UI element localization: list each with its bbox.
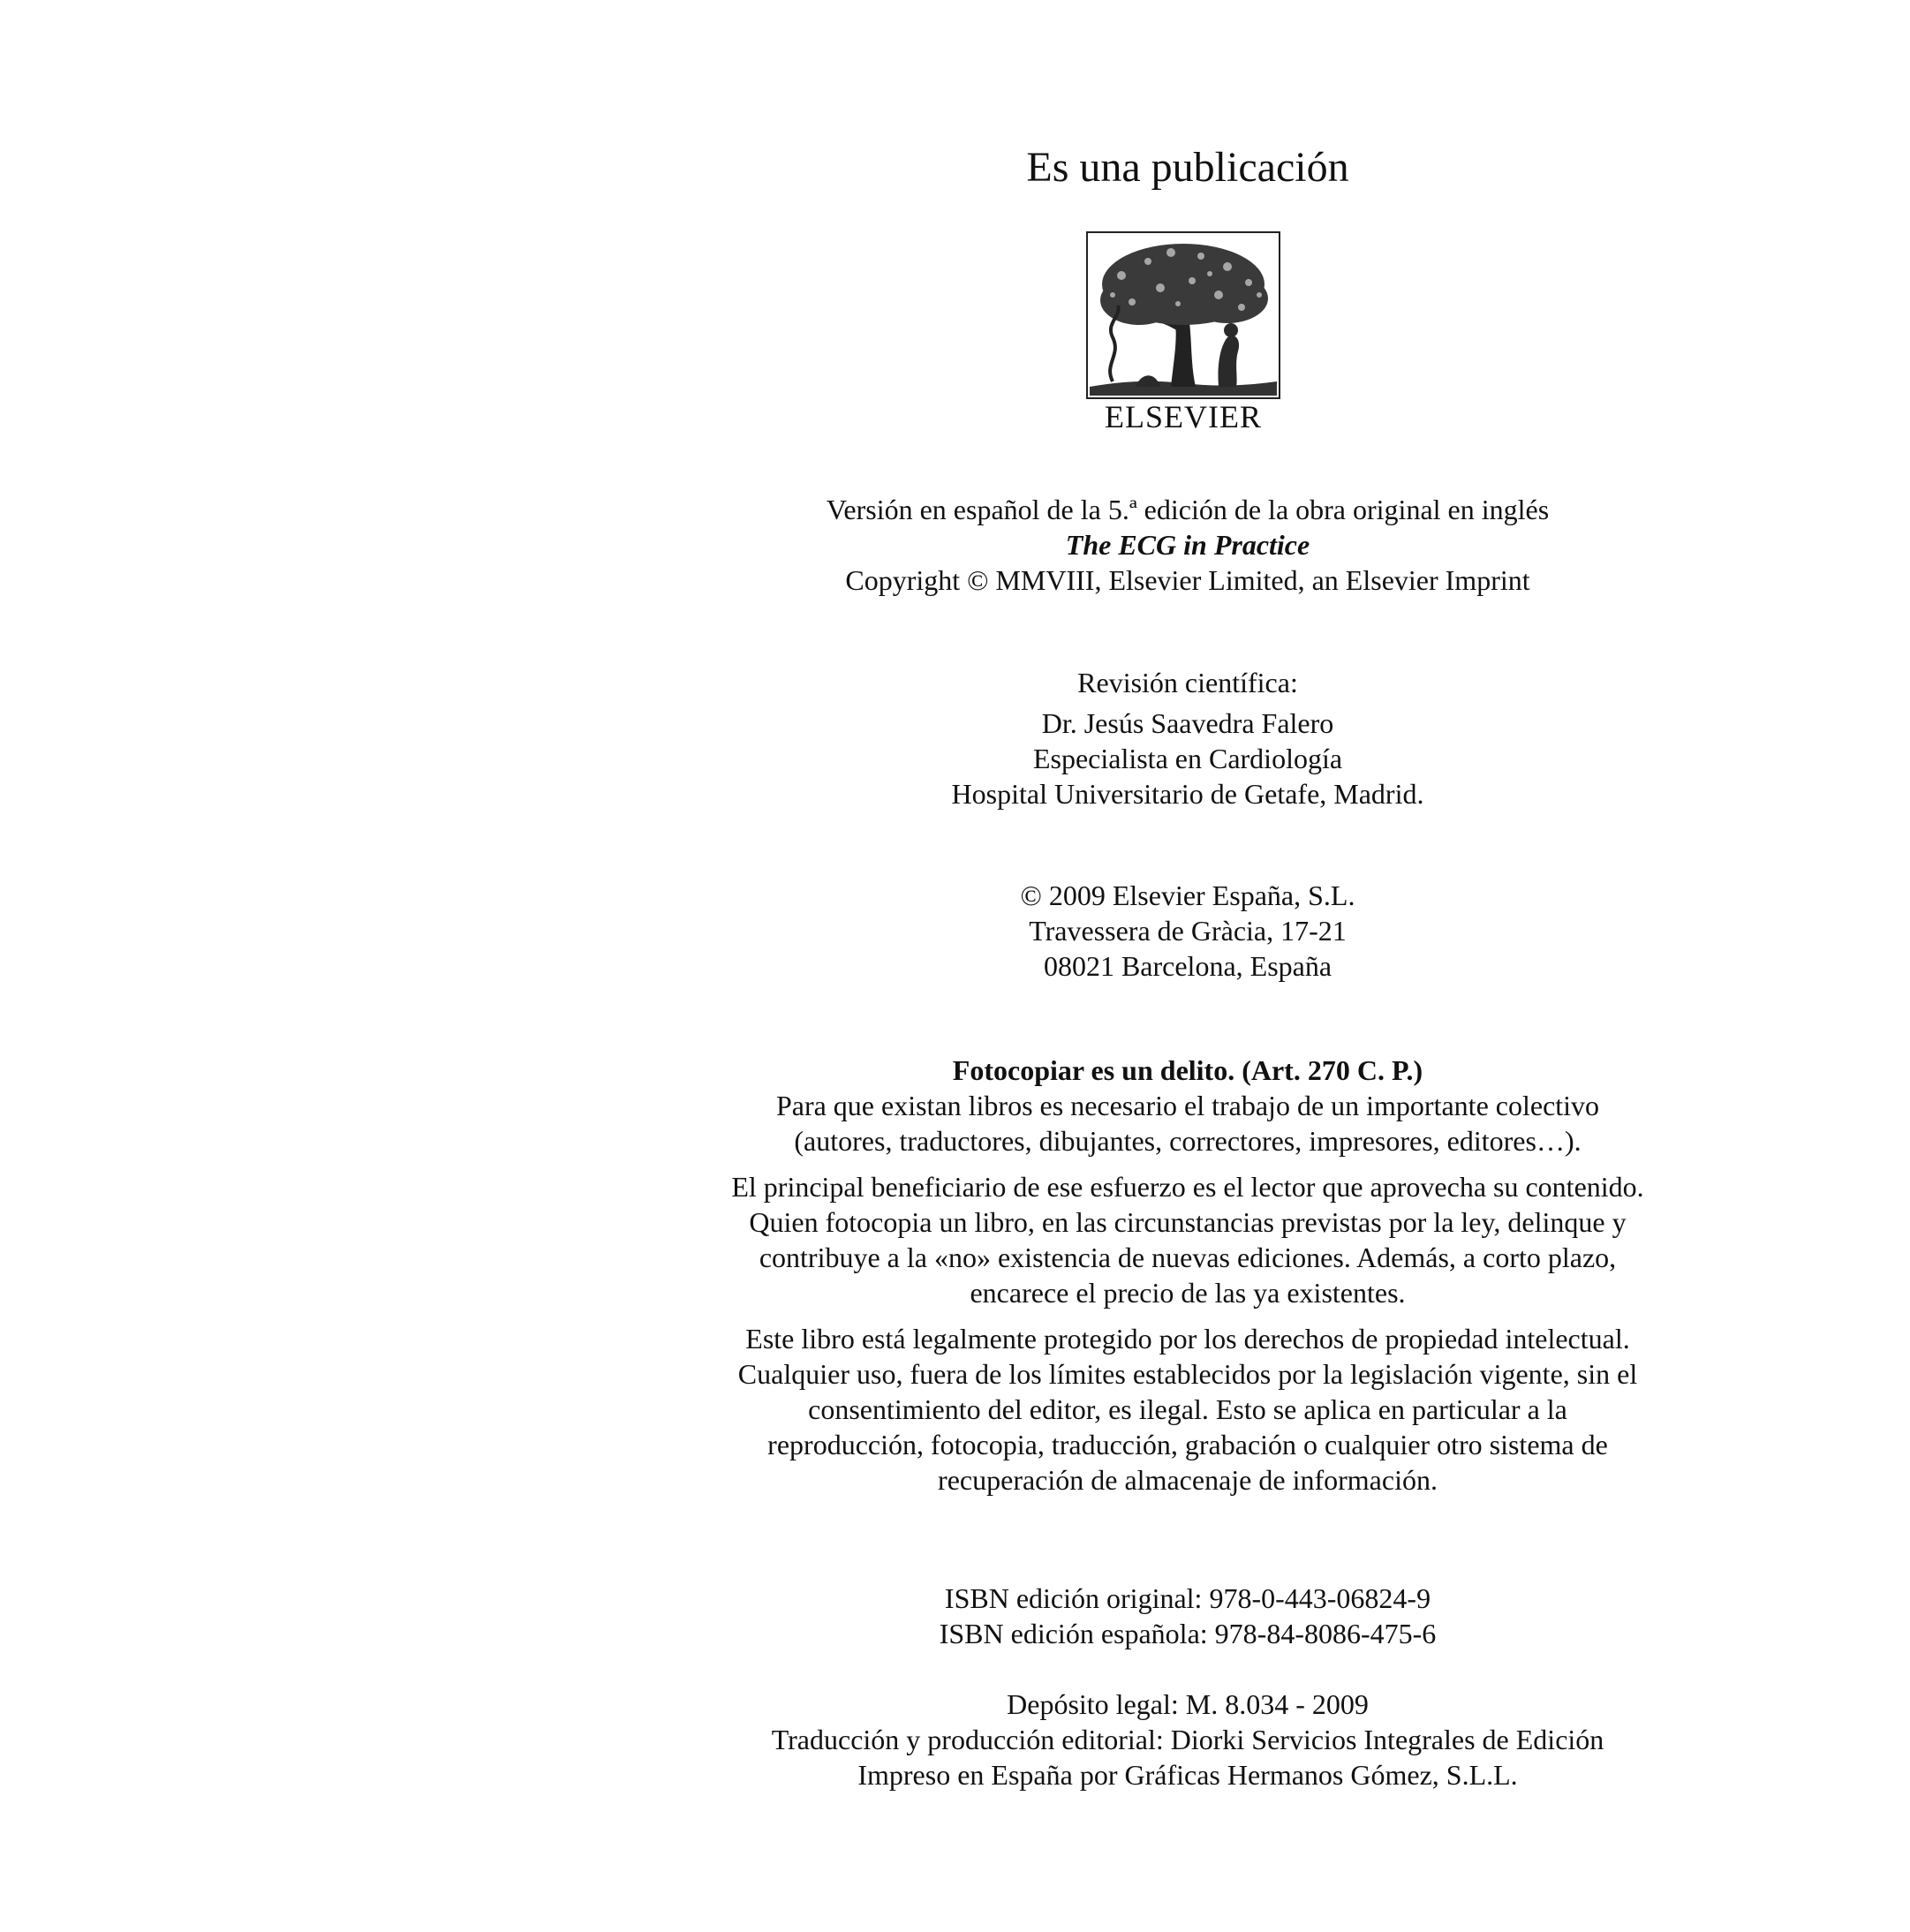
edition-statement: Versión en español de la 5.ª edición de la obra original en inglés: [826, 494, 1550, 525]
original-copyright: Copyright © MMVIII, Elsevier Limited, an Elsevier Imprint: [845, 564, 1530, 596]
notice-line: reproducción, fotocopia, traducción, grabación o cualquier otro sistema de: [767, 1429, 1608, 1460]
notice-paragraph-2: [662, 1169, 1713, 1310]
legal-info: [662, 1687, 1713, 1792]
notice-line: (autores, traductores, dibujantes, correctores, impresores, editores…).: [794, 1125, 1582, 1157]
notice-paragraph-3: [662, 1321, 1713, 1498]
reviewer-specialty: Especialista en Cardiología: [1032, 743, 1343, 774]
notice-title: Fotocopiar es un delito. (Art. 270 C. P.): [952, 1054, 1423, 1086]
notice-line: Para que existan libros es necesario el trabajo de un importante colectivo: [775, 1090, 1600, 1121]
page-title: Es una publicación: [1026, 144, 1349, 191]
notice-line: encarece el precio de las ya existentes.: [970, 1277, 1406, 1309]
notice-line: consentimiento del editor, es ilegal. Esto se aplica en particular a la: [808, 1393, 1567, 1425]
translation-credit: Traducción y producción editorial: Diorki Servicios Integrales de Edición: [771, 1724, 1604, 1755]
isbn-original: ISBN edición original: 978-0-443-06824-9: [944, 1582, 1431, 1614]
scientific-review: [662, 665, 1713, 811]
isbn-spanish: ISBN edición española: 978-84-8086-475-6: [939, 1618, 1437, 1649]
printer-credit: Impreso en España por Gráficas Hermanos Gómez, S.L.L.: [857, 1759, 1518, 1791]
publisher-wordmark: ELSEVIER: [1105, 399, 1262, 434]
legal-deposit: Depósito legal: M. 8.034 - 2009: [1007, 1688, 1369, 1720]
notice-paragraph-1: [662, 1088, 1713, 1158]
publisher-copyright: © 2009 Elsevier España, S.L.: [1020, 879, 1355, 911]
original-title: The ECG in Practice: [1065, 529, 1310, 561]
elsevier-tree-logo-icon: [1086, 231, 1280, 399]
publisher-street: Travessera de Gràcia, 17-21: [1029, 915, 1347, 947]
notice-line: Quien fotocopia un libro, en las circunstancias previstas por la ley, delinque y: [749, 1206, 1627, 1238]
publisher-city: 08021 Barcelona, España: [1043, 950, 1332, 982]
isbn-info: [662, 1581, 1713, 1651]
notice-line: recuperación de almacenaje de información.: [938, 1464, 1438, 1496]
reviewer-institution: Hospital Universitario de Getafe, Madrid.: [951, 778, 1424, 810]
photocopy-notice: [662, 1053, 1713, 1498]
notice-line: El principal beneficiario de ese esfuerzo es el lector que aprovecha su contenido.: [731, 1171, 1644, 1203]
notice-line: Este libro está legalmente protegido por los derechos de propiedad intelectual.: [745, 1323, 1630, 1355]
notice-line: contribuye a la «no» existencia de nuevas ediciones. Además, a corto plazo,: [759, 1241, 1617, 1273]
publisher-address: [662, 878, 1713, 984]
review-label: Revisión científica:: [1077, 667, 1298, 698]
notice-line: Cualquier uso, fuera de los límites establecidos por la legislación vigente, sin el: [737, 1358, 1638, 1390]
reviewer-name: Dr. Jesús Saavedra Falero: [1041, 707, 1334, 739]
edition-info: [662, 492, 1713, 598]
